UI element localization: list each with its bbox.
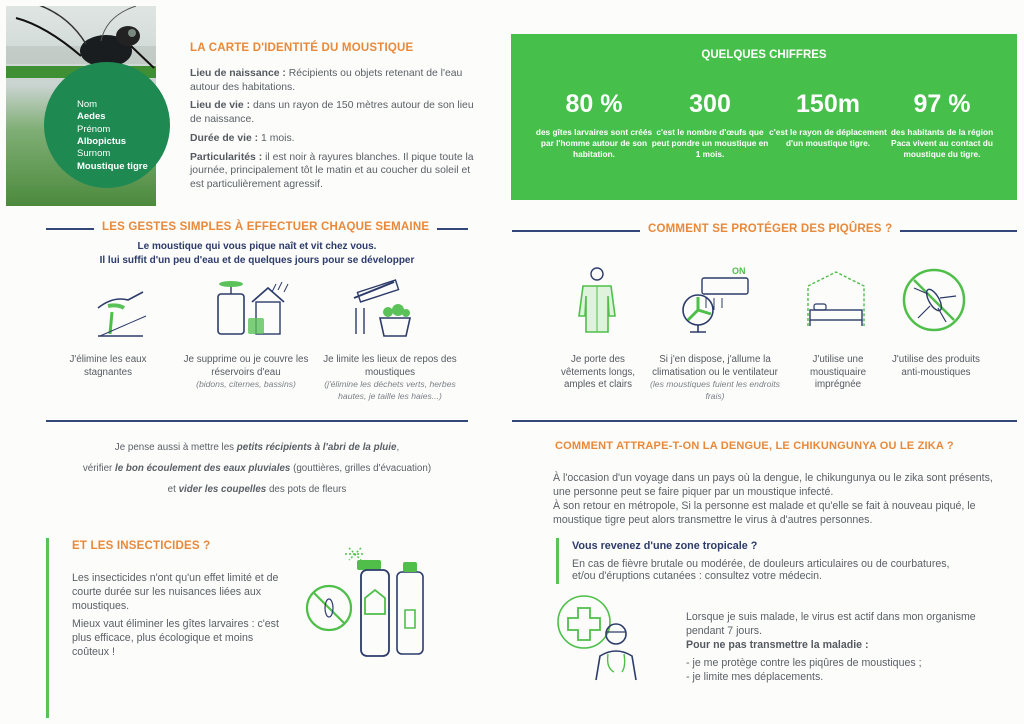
gesture-caption-note: (bidons, citernes, bassins) (196, 379, 296, 390)
insecticides-title: ET LES INSECTICIDES ? (72, 540, 211, 552)
gesture-caption-text: Je supprime ou je couvre les réservoirs d'eau (183, 354, 309, 378)
identity-circle (44, 62, 170, 188)
protect-title: COMMENT SE PROTÉGER DES PIQÛRES ? (640, 223, 900, 235)
field-label: Lieu de vie : (190, 100, 251, 112)
insecticides-paragraph: Les insecticides n'ont qu'un effet limité et de courte durée sur les nuisances liées aux moustiques. (72, 572, 279, 612)
protect-caption-4 (890, 354, 982, 379)
field-text: il est noir à rayures blanches. Il pique toute la journée, principalement tôt le matin et au coucher du soleil et est particulièrement agressif. (190, 151, 474, 191)
gesture-caption-3 (320, 354, 460, 402)
insecticides-accent-bar (46, 538, 49, 718)
sick-text (686, 611, 986, 685)
dengue-text (553, 472, 993, 528)
field-label: Durée de vie : (190, 132, 259, 144)
id-card-fields (190, 67, 480, 192)
stats-title: QUELQUES CHIFFRES (701, 49, 827, 61)
gesture-caption-text: J'élimine les eaux stagnantes (69, 354, 147, 378)
section-divider (46, 420, 468, 422)
gesture-caption-note: (j'élimine les déchets verts, herbes hautes, je taille les haies...) (324, 379, 456, 401)
water-tank-icon (212, 278, 302, 338)
protect-caption-1 (548, 354, 648, 392)
insecticides-text (72, 572, 292, 660)
prenom-label: Prénom (77, 123, 111, 135)
green-waste-icon (350, 278, 440, 338)
protect-caption-note: (les moustiques fuient les endroits frais) (650, 379, 780, 401)
also-text: , (396, 442, 400, 453)
field-label: Particularités : (190, 151, 263, 163)
gesture-caption-2 (178, 354, 314, 391)
stat-caption: des habitants de la région Paca vivent au contact du moustique du tigre. (890, 127, 994, 160)
anti-mosquito-icon (902, 266, 972, 336)
gestures-intro-line: Le moustique qui vous pique naît et vit chez vous. (137, 241, 377, 252)
sick-paragraph: Lorsque je suis malade, le virus est actif dans mon organisme pendant 7 jours. (686, 611, 976, 637)
mosquito-net-icon (802, 270, 872, 330)
doctor-icon (556, 594, 646, 684)
stat-caption: des gîtes larvaires sont créés par l'homme autour de son habitation. (535, 127, 653, 160)
gesture-caption-text: Je limite les lieux de repos des moustiques (323, 354, 457, 378)
tropical-text: En cas de fièvre brutale ou modérée, de douleurs articulaires ou de courbatures, et/ou d'éruptions cutanées : consultez votre médecin. (572, 558, 950, 582)
stats-panel (511, 34, 1017, 200)
also-text: (gouttières, grilles d'évacuation) (290, 463, 432, 475)
dengue-paragraph: À son retour en métropole, Si la personne est malade et qu'elle se fait à nouveau piqué, le moustique tigre peut alors transmettre le virus à d'autres personnes. (553, 499, 976, 526)
gesture-caption-1 (56, 354, 160, 379)
tropical-accent-bar (556, 538, 559, 584)
stat-value: 300 (689, 90, 731, 118)
stat-caption: c'est le rayon de déplacement d'un moustique tigre. (769, 127, 887, 149)
also-text: Je pense aussi à mettre les (114, 442, 237, 453)
prenom-value: Albopictus (77, 136, 127, 148)
dengue-title: COMMENT ATTRAPE-T-ON LA DENGUE, LE CHIKUNGUNYA OU LE ZIKA ? (555, 440, 954, 452)
sick-list-item: - je limite mes déplacements. (686, 670, 824, 683)
stat-value: 150m (796, 90, 860, 118)
protect-caption-text: Si j'en dispose, j'allume la climatisation ou le ventilateur (652, 354, 778, 378)
also-text: et (167, 484, 179, 496)
field-text: dans un rayon de 150 mètres autour de son lieu de naissance. (190, 100, 474, 126)
nom-label: Nom (77, 99, 98, 110)
field-text: Récipients ou objets retenant de l'eau autour des habitations. (190, 68, 463, 93)
dengue-paragraph: À l'occasion d'un voyage dans un pays où la dengue, le chikungunya ou le zika sont présents, une personne peut se faire piquer par un moustique infecté. (553, 472, 993, 498)
stat-value: 97 % (913, 90, 971, 118)
insecticide-spray-icon (305, 548, 445, 668)
empty-water-icon (88, 278, 158, 338)
tropical-title: Vous revenez d'une zone tropicale ? (572, 540, 758, 552)
also-text: vérifier (82, 463, 116, 475)
field-text: 1 mois. (258, 132, 295, 144)
sick-list-item: - je me protège contre les piqûres de moustiques ; (686, 656, 922, 669)
surnom-label: Surnom (77, 148, 111, 160)
also-remember (46, 437, 468, 500)
protect-caption-text: Je porte des vêtements longs, amples et clairs (560, 354, 636, 391)
id-card-title: LA CARTE D'IDENTITÉ DU MOUSTIQUE (190, 42, 414, 54)
also-emphasis: petits récipients à l'abri de la pluie (236, 442, 397, 453)
gestures-intro-line: Il lui suffit d'un peu d'eau et de quelques jours pour se développer (99, 254, 415, 266)
on-label: ON (732, 266, 746, 276)
also-emphasis: le bon écoulement des eaux pluviales (115, 463, 291, 475)
sick-heading: Pour ne pas transmettre la maladie : (686, 638, 869, 651)
surnom-value: Moustique tigre (77, 160, 148, 172)
protect-caption-text: J'utilise des produits anti-moustiques (892, 354, 980, 378)
field-label: Lieu de naissance : (190, 68, 286, 79)
stat-value: 80 % (565, 90, 623, 118)
gestures-intro (46, 240, 468, 267)
stat-caption: c'est le nombre d'œufs que peut pondre un moustique en 1 mois. (651, 127, 769, 160)
also-emphasis: vider les coupelles (178, 484, 267, 496)
gestures-title: LES GESTES SIMPLES À EFFECTUER CHAQUE SEMAINE (94, 221, 437, 233)
nom-value: Aedes (77, 111, 106, 123)
insecticides-paragraph: Mieux vaut éliminer les gîtes larvaires : c'est plus efficace, plus écologique et moins coûteux ! (72, 617, 279, 658)
long-clothes-icon (575, 266, 625, 336)
protect-caption-text: J'utilise une moustiquaire imprégnée (809, 354, 867, 391)
protect-caption-2 (650, 354, 780, 402)
protect-caption-3 (788, 354, 888, 392)
air-conditioner-icon (680, 264, 760, 334)
also-text: des pots de fleurs (266, 484, 347, 496)
section-divider (512, 420, 1017, 422)
